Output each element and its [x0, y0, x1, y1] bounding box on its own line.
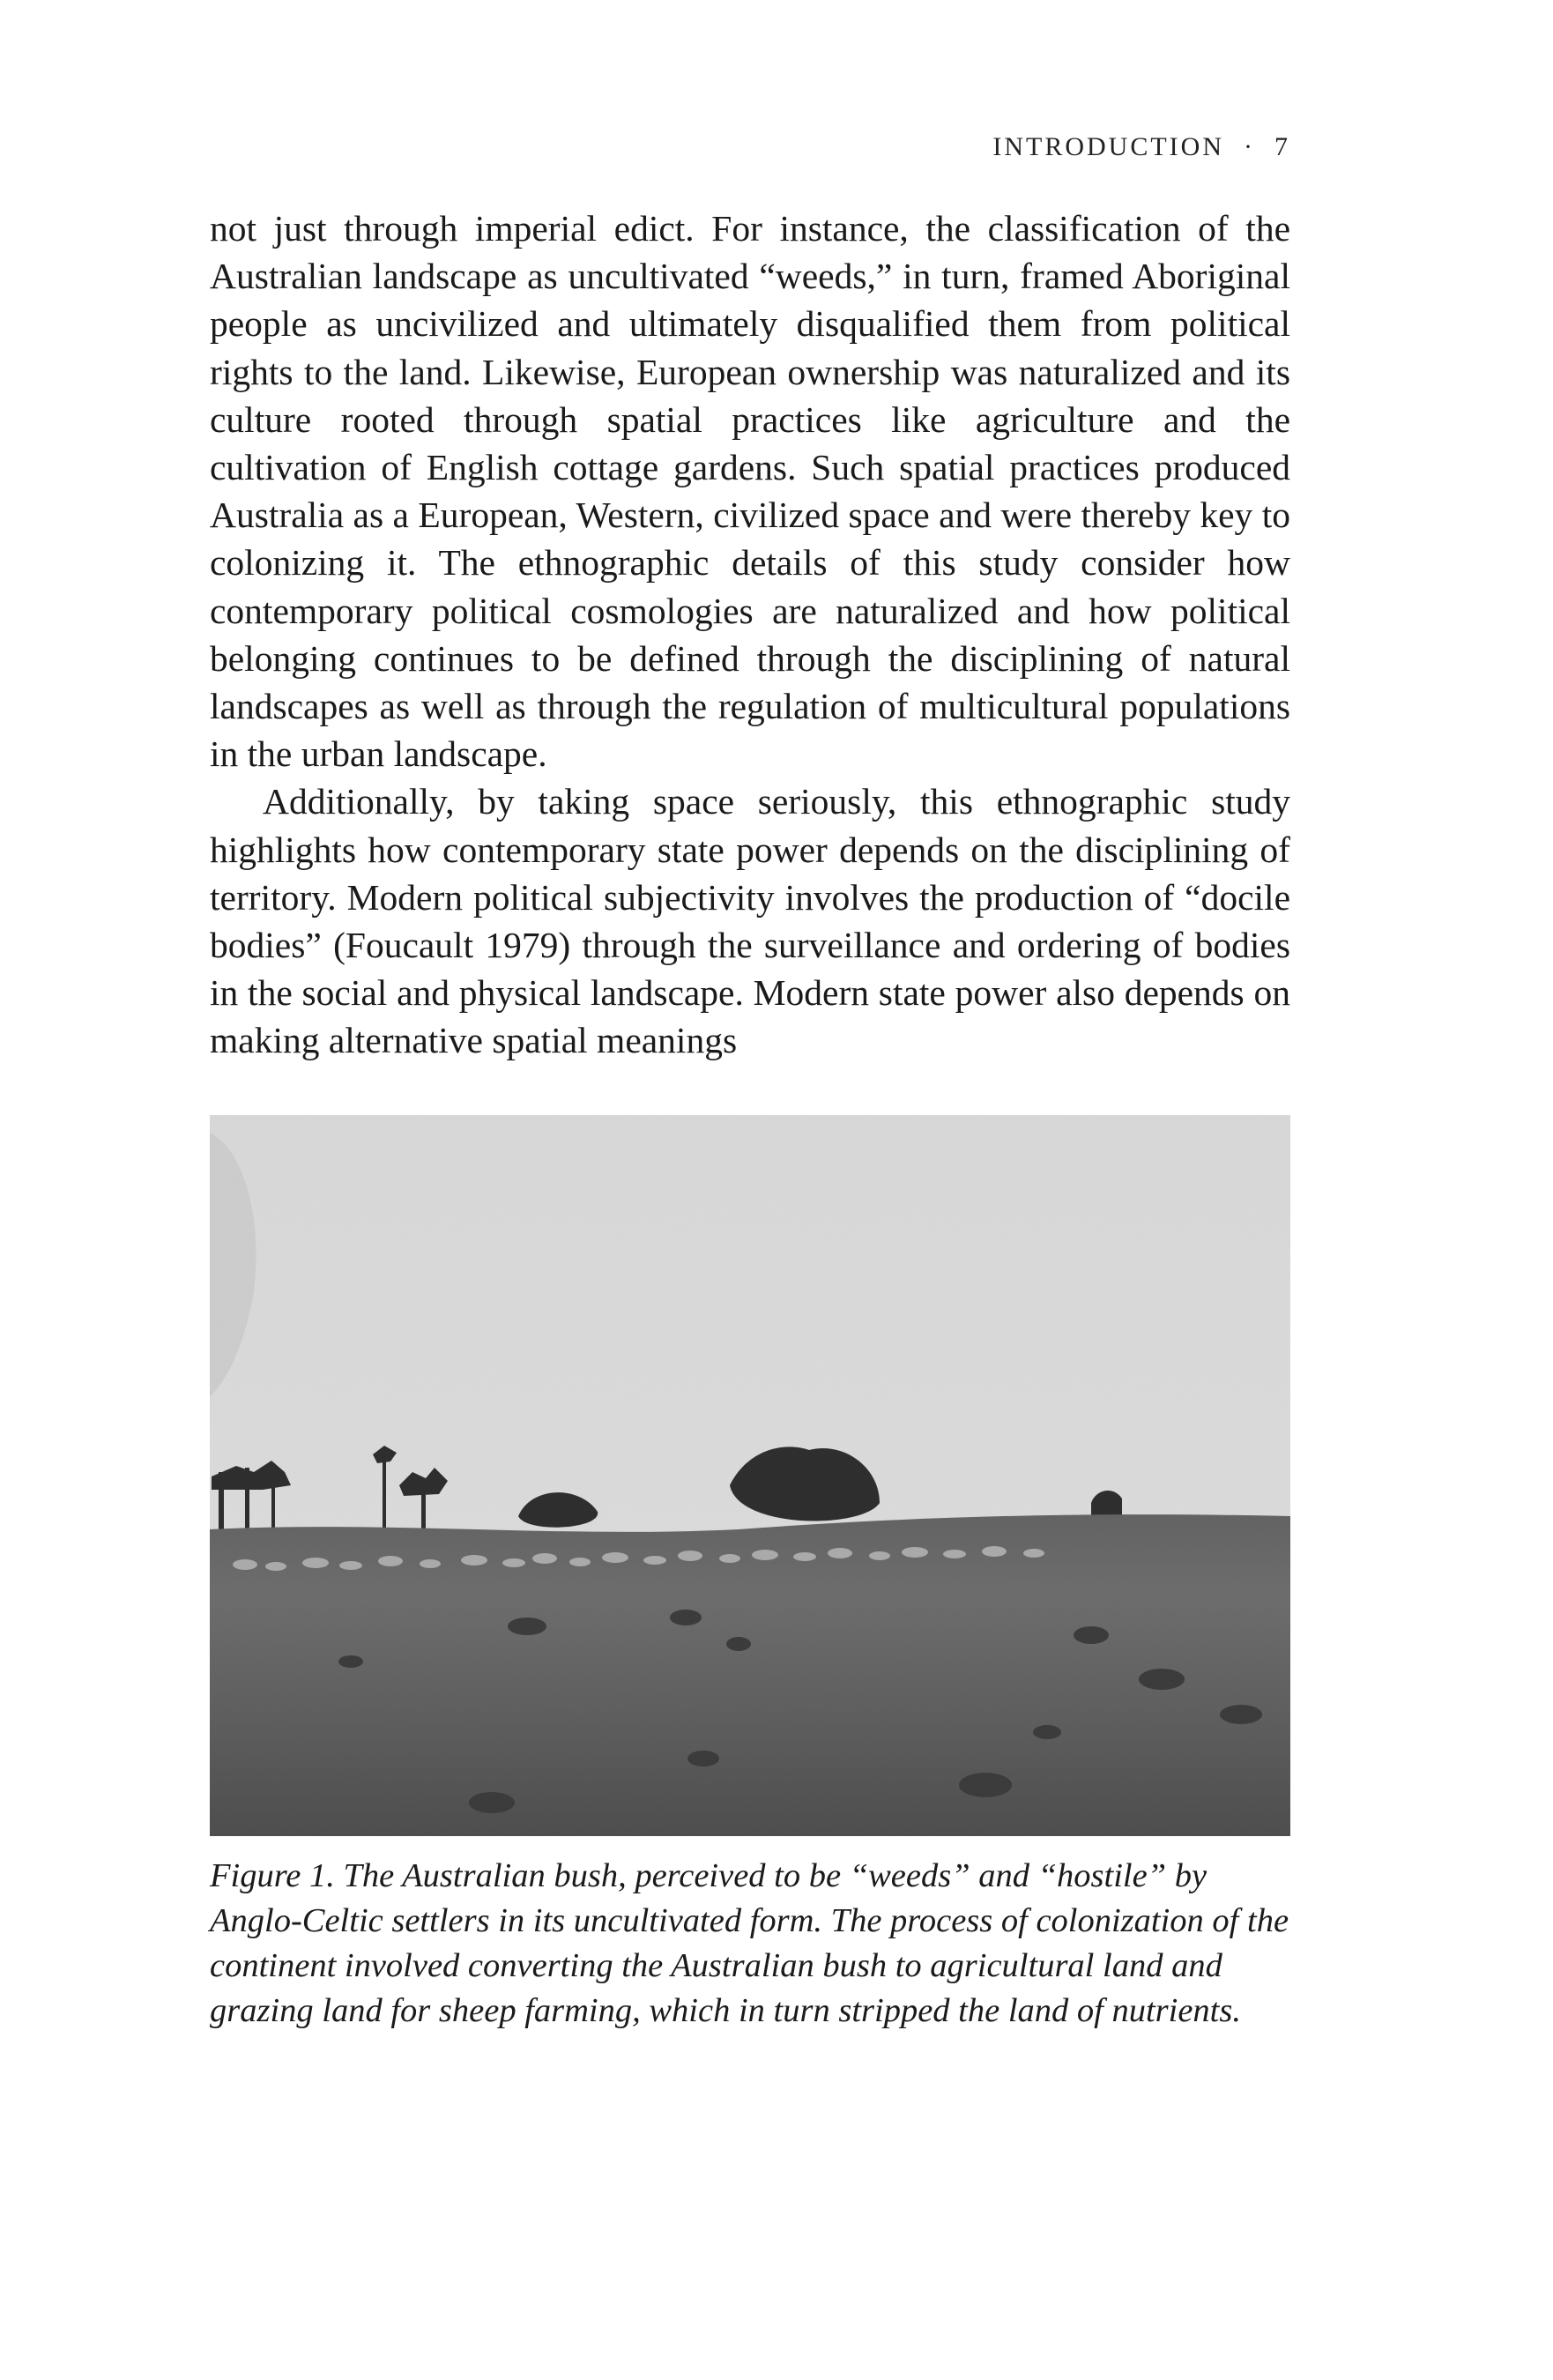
photo-grain [210, 1115, 1290, 1836]
figure-caption: Figure 1. The Australian bush, perceived to be “weeds” and “hostile” by Anglo-Celtic settlers in its uncultivated form. The process of colonization of the continent involved converting the Australian bush to agricultural land and grazing land for sheep farming, which in turn stripped the land of nutrients. [210, 1857, 1289, 2029]
page-number: 7 [1274, 132, 1290, 161]
running-head [210, 132, 1290, 162]
landscape-photo [210, 1115, 1290, 1836]
paragraph-2: Additionally, by taking space seriously, this ethnographic study highlights how contemporary state power depends on the disciplining of territory. Modern political subjectivity involves the production of “docile bodies” (Foucault 1979) through the surveillance and ordering of bodies in the social and physical landscape. Modern state power also depends on making alternative spatial meanings [210, 781, 1290, 1061]
figure-photo [210, 1115, 1290, 1836]
running-head-section: INTRODUCTION [992, 132, 1224, 161]
body-text [210, 205, 1290, 1065]
paragraph-1: not just through imperial edict. For instance, the classification of the Australian landscape as uncultivated “weeds,” in turn, framed Aboriginal people as uncivilized and ultimately disqualified them from political rights to the land. Likewise, European ownership was naturalized and its culture rooted through spatial practices like agriculture and the cultivation of English cottage gardens. Such spatial practices produced Australia as a European, Western, civilized space and were thereby key to colonizing it. The ethnographic details of this study consider how contemporary political cosmologies are naturalized and how political belonging continues to be defined through the disciplining of natural landscapes as well as through the regulation of multicultural populations in the urban landscape. [210, 208, 1290, 775]
running-head-separator: · [1244, 132, 1255, 161]
